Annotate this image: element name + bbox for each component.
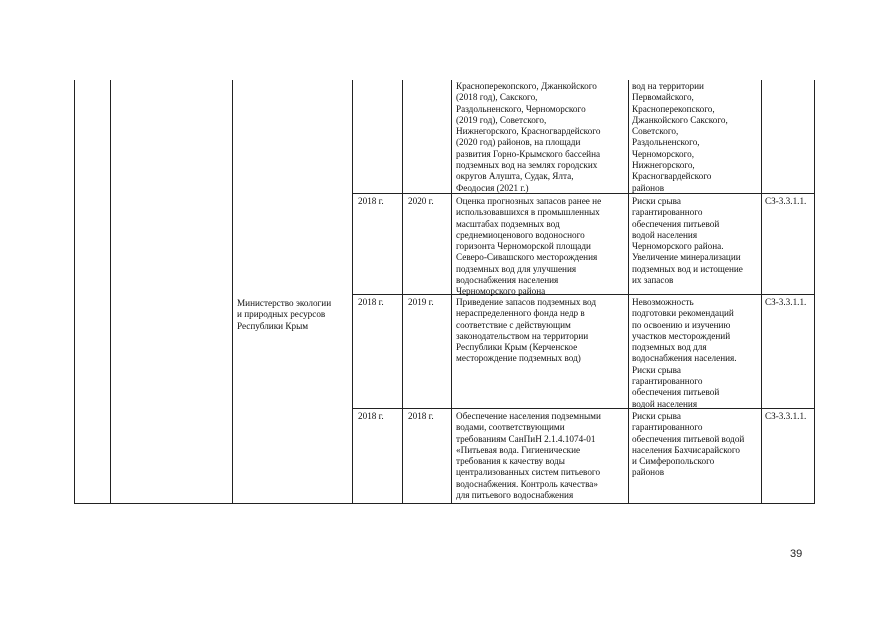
row-end-year: 2019 г. [408, 297, 434, 307]
grid-line [74, 503, 815, 504]
ministry-label: Министерство экологии и природных ресурсов Республики Крым [237, 298, 332, 331]
row-risk: Риски срыва гарантированного обеспечения питьевой водой населения Черноморского района. Увеличение минерализации подземных вод и истощение их запасов [632, 196, 743, 286]
row-start-year: 2018 г. [358, 297, 384, 307]
grid-line [451, 80, 452, 504]
grid-line [814, 80, 815, 504]
row-measure: Оценка прогнозных запасов ранее не использовавшихся в промышленных масштабах подземных вод среднемиоценового водоносного горизонта Черноморской площади Северо-Сивашского месторождения подземных вод для улучшения водоснабжения населения Черноморского района [456, 196, 602, 297]
grid-line [628, 80, 629, 504]
grid-line [232, 80, 233, 504]
row-end-year: 2020 г. [408, 196, 434, 206]
row-code: СЗ-3.3.1.1. [765, 411, 807, 421]
row-risk: вод на территории Первомайского, Красноперекопского, Джанкойского Сакского, Советского, Раздольненского, Черноморского, Нижнегорского, Красногвардейского районов [632, 81, 728, 193]
page-number: 39 [790, 548, 803, 560]
row-code: СЗ-3.3.1.1. [765, 297, 807, 307]
row-start-year: 2018 г. [358, 411, 384, 421]
row-end-year: 2018 г. [408, 411, 434, 421]
row-start-year: 2018 г. [358, 196, 384, 206]
grid-line [402, 80, 403, 504]
grid-line [74, 80, 75, 504]
grid-line [761, 80, 762, 504]
row-risk: Невозможность подготовки рекомендаций по освоению и изучению участков месторождений подземных вод для водоснабжения населения. Риски срыва гарантированного обеспечения питьевой водой населения [632, 297, 737, 409]
row-measure: Приведение запасов подземных вод нераспределенного фонда недр в соответствие с действующим законодательством на территории Республики Крым (Керченское месторождение подземных вод) [456, 297, 597, 364]
grid-line [352, 80, 353, 504]
row-measure: Красноперекопского, Джанкойского (2018 год), Сакского, Раздольненского, Черноморского (2019 год), Советского, Нижнегорского, Красногвардейского (2020 год) районов, на площади развития Горно-Крымского бассейна подземных вод на землях городских округов Алушта, Судак, Ялта, Феодосия (2021 г.) [456, 81, 601, 193]
grid-line [110, 80, 111, 504]
row-measure: Обеспечение населения подземными водами, соответствующими требованиям СанПиН 2.1.4.1074-01 «Питьевая вода. Гигиенические требования к качеству воды централизованных систем питьевого водоснабжения. Контроль качества» для питьевого водоснабжения [456, 411, 601, 501]
row-risk: Риски срыва гарантированного обеспечения питьевой водой населения Бахчисарайского и Симферопольского районов [632, 411, 745, 478]
row-code: СЗ-3.3.1.1. [765, 196, 807, 206]
